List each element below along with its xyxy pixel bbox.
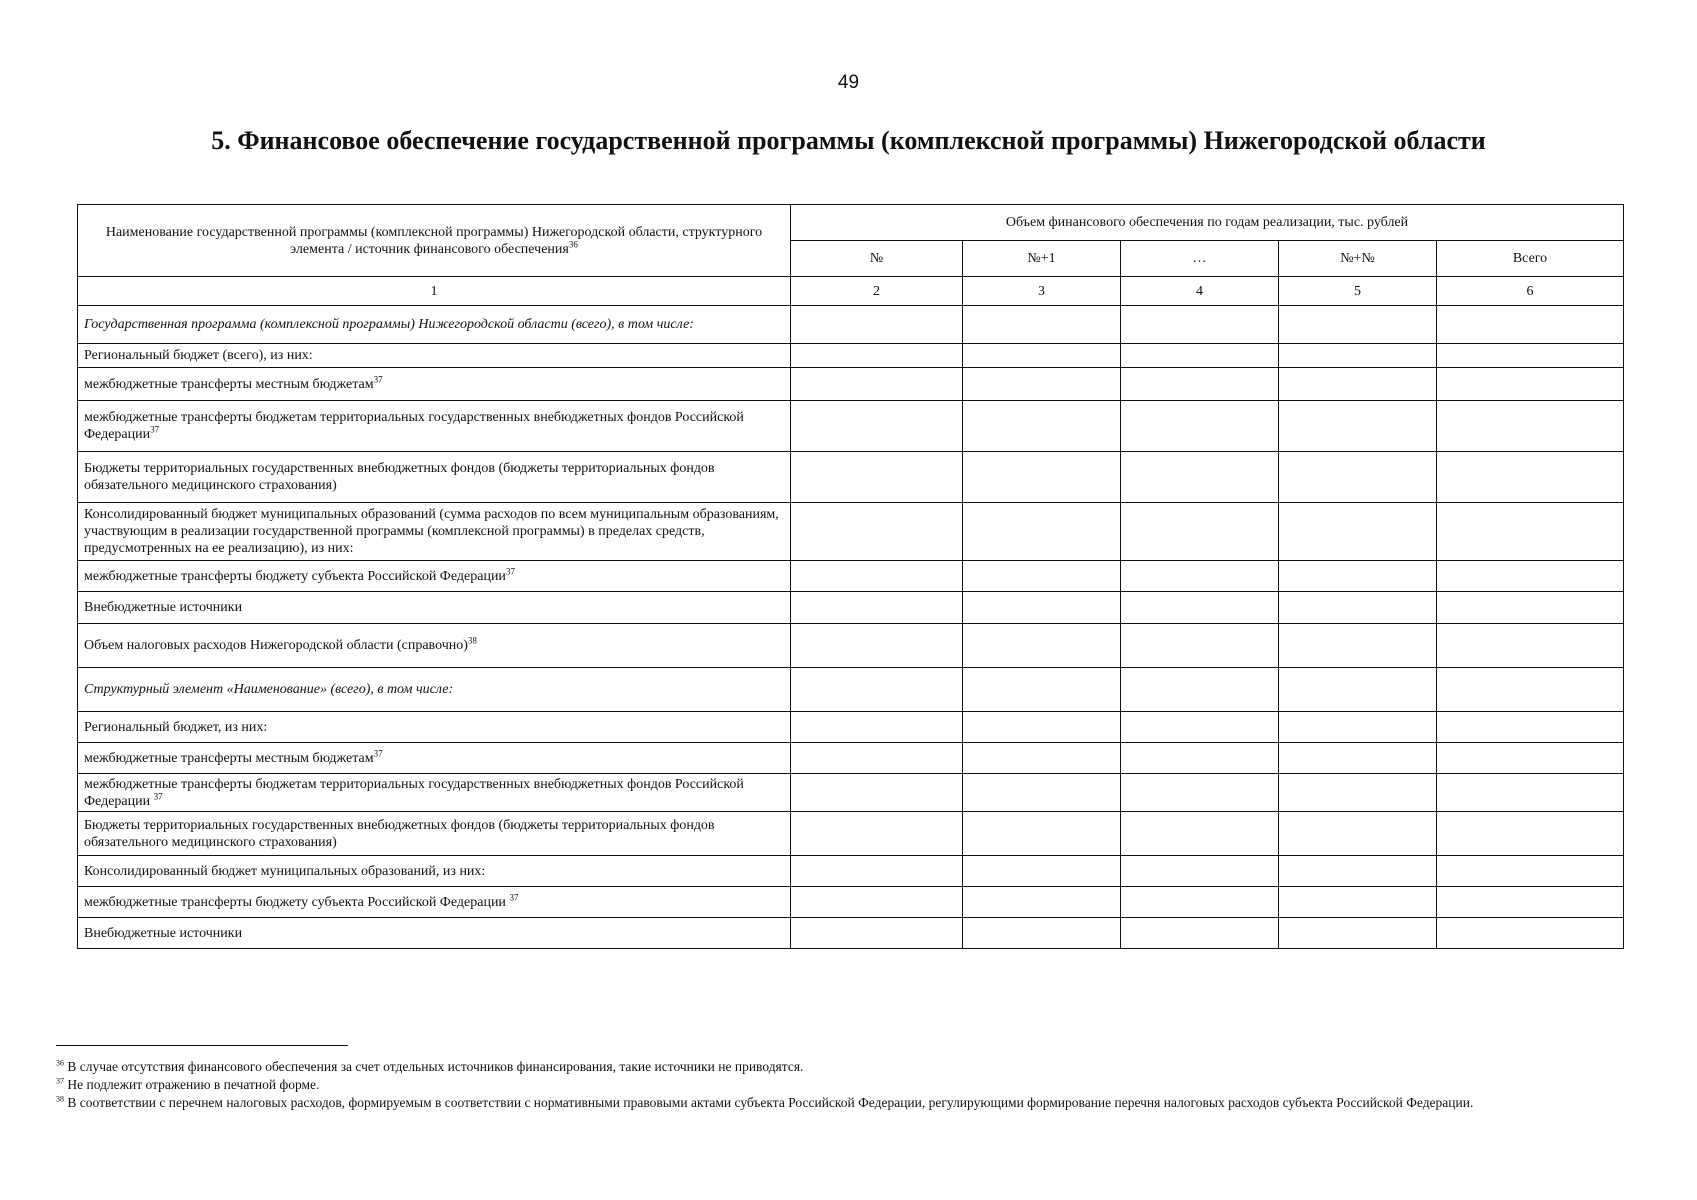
value-cell (1437, 918, 1624, 949)
value-cell (1121, 624, 1279, 668)
row-label: межбюджетные трансферты местным бюджетам$^{37}$ (78, 743, 791, 774)
row-label: Бюджеты территориальных государственных внебюджетных фондов (бюджеты территориальных фондов обязательного медицинского страхования) (78, 452, 791, 503)
page-title: 5. Финансовое обеспечение государственной программы (комплексной программы) Нижегородской области (211, 126, 1486, 155)
value-cell (1437, 592, 1624, 624)
value-cell (1121, 306, 1279, 344)
value-cell (1437, 503, 1624, 561)
value-cell (791, 856, 963, 887)
column-number: 4 (1121, 277, 1279, 306)
value-cell (1437, 668, 1624, 712)
table-row (78, 503, 1624, 561)
value-cell (963, 452, 1121, 503)
value-cell (963, 856, 1121, 887)
value-cell (1279, 812, 1437, 856)
value-cell (1121, 503, 1279, 561)
row-label: межбюджетные трансферты бюджетам территориальных государственных внебюджетных фондов Российской Федерации$^{37}$ (78, 401, 791, 452)
value-cell (963, 918, 1121, 949)
footnote-text: В соответствии с перечнем налоговых расходов, формируемым в соответствии с нормативными правовыми актами субъекта Российской Федерации, регулирующими формирование перечня налоговых расходов субъекта Российской Федерации. (67, 1095, 1474, 1110)
value-cell (791, 503, 963, 561)
financing-table (77, 204, 1624, 949)
value-cell (1121, 743, 1279, 774)
value-cell (1121, 592, 1279, 624)
value-cell (963, 306, 1121, 344)
value-cell (791, 812, 963, 856)
value-cell (1437, 856, 1624, 887)
value-cell (963, 668, 1121, 712)
value-cell (1279, 918, 1437, 949)
value-cell (963, 624, 1121, 668)
value-cell (1437, 712, 1624, 743)
row-label: Региональный бюджет, из них: (78, 712, 791, 743)
value-cell (963, 774, 1121, 812)
footnote-item (56, 1058, 1662, 1076)
value-cell (791, 592, 963, 624)
value-cell (1437, 306, 1624, 344)
header-volume-group: Объем финансового обеспечения по годам реализации, тыс. рублей (791, 205, 1624, 241)
footnote-text: Не подлежит отражению в печатной форме. (67, 1077, 320, 1092)
row-label: межбюджетные трансферты бюджету субъекта Российской Федерации $^{37}$ (78, 887, 791, 918)
value-cell (1279, 856, 1437, 887)
row-label: межбюджетные трансферты местным бюджетам$^{37}$ (78, 368, 791, 401)
footnote-separator (56, 1045, 348, 1046)
value-cell (1121, 812, 1279, 856)
value-cell (791, 452, 963, 503)
value-cell (1121, 918, 1279, 949)
row-label: Бюджеты территориальных государственных внебюджетных фондов (бюджеты территориальных фондов обязательного медицинского страхования) (78, 812, 791, 856)
table-row (78, 452, 1624, 503)
row-label: Консолидированный бюджет муниципальных образований (сумма расходов по всем муниципальным образованиям, участвующим в реализации государственной программы (комплексной программы) в пределах средств, предусмотренных на ее реализацию), из них: (78, 503, 791, 561)
row-label: Структурный элемент «Наименование» (всего), в том числе: (78, 668, 791, 712)
row-label: Консолидированный бюджет муниципальных образований, из них: (78, 856, 791, 887)
value-cell (791, 306, 963, 344)
page-number: 49 (837, 72, 860, 93)
value-cell (963, 812, 1121, 856)
header-year-col: №+1 (963, 241, 1121, 277)
header-year-col: … (1121, 241, 1279, 277)
value-cell (1437, 561, 1624, 592)
value-cell (1279, 624, 1437, 668)
header-year-col: № (791, 241, 963, 277)
column-number: 3 (963, 277, 1121, 306)
value-cell (1437, 887, 1624, 918)
value-cell (791, 368, 963, 401)
column-number: 6 (1437, 277, 1624, 306)
row-label: Объем налоговых расходов Нижегородской области (справочно)$^{38}$ (78, 624, 791, 668)
value-cell (1121, 668, 1279, 712)
value-cell (791, 668, 963, 712)
value-cell (963, 401, 1121, 452)
value-cell (963, 561, 1121, 592)
value-cell (1437, 344, 1624, 368)
value-cell (1121, 344, 1279, 368)
row-label: Внебюджетные источники (78, 918, 791, 949)
value-cell (791, 743, 963, 774)
value-cell (1437, 624, 1624, 668)
value-cell (963, 592, 1121, 624)
value-cell (1437, 452, 1624, 503)
value-cell (1437, 743, 1624, 774)
value-cell (791, 712, 963, 743)
table-row (78, 743, 1624, 774)
table-row (78, 887, 1624, 918)
value-cell (1437, 774, 1624, 812)
value-cell (791, 401, 963, 452)
value-cell (963, 368, 1121, 401)
footnote-item (56, 1094, 1662, 1112)
value-cell (1121, 712, 1279, 743)
row-label: Государственная программа (комплексной программы) Нижегородской области (всего), в том числе: (78, 306, 791, 344)
value-cell (1121, 887, 1279, 918)
table-row (78, 561, 1624, 592)
header-name-column (78, 205, 791, 277)
footnote-text: В случае отсутствия финансового обеспечения за счет отдельных источников финансирования, такие источники не приводятся. (67, 1059, 804, 1074)
header-total-col: Всего (1437, 241, 1624, 277)
value-cell (1279, 592, 1437, 624)
value-cell (1279, 344, 1437, 368)
footnote-ref: 36 (568, 238, 578, 249)
value-cell (1279, 774, 1437, 812)
value-cell (1279, 712, 1437, 743)
footnote-mark: 38 (56, 1094, 64, 1104)
header-name-text: Наименование государственной программы (комплексной программы) Нижегородской области, структурного элемента / источник финансового обеспечения (105, 224, 763, 257)
value-cell (1279, 561, 1437, 592)
table-row (78, 401, 1624, 452)
column-number: 2 (791, 277, 963, 306)
value-cell (1437, 368, 1624, 401)
value-cell (963, 344, 1121, 368)
value-cell (963, 712, 1121, 743)
footnote-mark: 37 (56, 1076, 64, 1086)
footnote-mark: 36 (56, 1058, 64, 1068)
value-cell (791, 561, 963, 592)
value-cell (1279, 401, 1437, 452)
table-row (78, 812, 1624, 856)
value-cell (791, 624, 963, 668)
value-cell (1279, 503, 1437, 561)
table-row (78, 856, 1624, 887)
value-cell (1121, 774, 1279, 812)
value-cell (1279, 743, 1437, 774)
value-cell (963, 743, 1121, 774)
value-cell (1121, 401, 1279, 452)
value-cell (1279, 668, 1437, 712)
table-row (78, 592, 1624, 624)
value-cell (791, 344, 963, 368)
column-number: 1 (78, 277, 791, 306)
value-cell (1279, 306, 1437, 344)
value-cell (1121, 856, 1279, 887)
table-row (78, 344, 1624, 368)
value-cell (1121, 452, 1279, 503)
value-cell (791, 887, 963, 918)
value-cell (963, 887, 1121, 918)
row-label: Региональный бюджет (всего), из них: (78, 344, 791, 368)
column-number: 5 (1279, 277, 1437, 306)
table-row (78, 774, 1624, 812)
value-cell (1437, 812, 1624, 856)
value-cell (1279, 368, 1437, 401)
row-label: межбюджетные трансферты бюджетам территориальных государственных внебюджетных фондов Российской Федерации $^{37}$ (78, 774, 791, 812)
value-cell (791, 774, 963, 812)
table-row (78, 712, 1624, 743)
row-label: Внебюджетные источники (78, 592, 791, 624)
row-label: межбюджетные трансферты бюджету субъекта Российской Федерации$^{37}$ (78, 561, 791, 592)
value-cell (1437, 401, 1624, 452)
table-row (78, 368, 1624, 401)
value-cell (1121, 561, 1279, 592)
value-cell (1279, 452, 1437, 503)
value-cell (963, 503, 1121, 561)
table-row (78, 624, 1624, 668)
table-row (78, 306, 1624, 344)
table-row (78, 668, 1624, 712)
value-cell (1121, 368, 1279, 401)
table-row (78, 918, 1624, 949)
footnotes (56, 1058, 1662, 1112)
value-cell (1279, 887, 1437, 918)
header-year-col: №+№ (1279, 241, 1437, 277)
footnote-item (56, 1076, 1662, 1094)
value-cell (791, 918, 963, 949)
